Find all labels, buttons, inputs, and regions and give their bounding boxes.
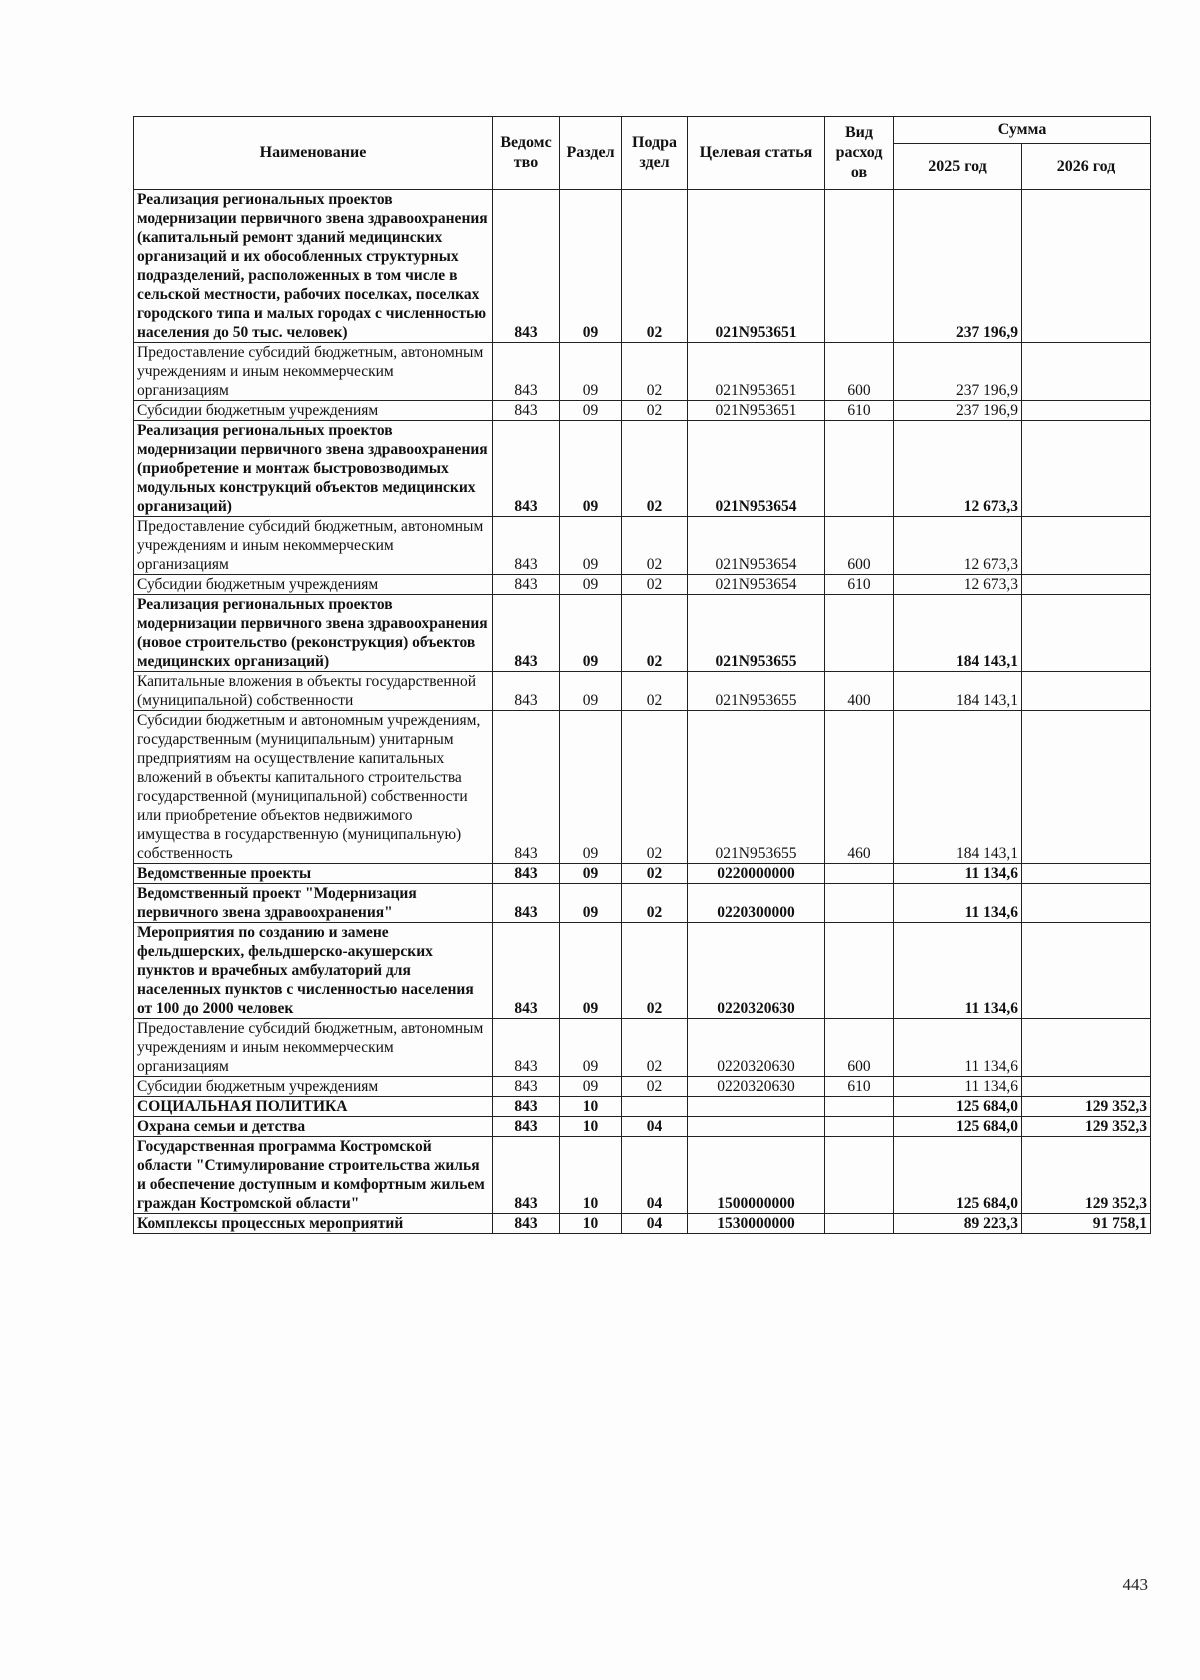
cell-target: 021N953654 <box>688 575 825 595</box>
cell-department: 843 <box>493 711 560 864</box>
cell-sum-2025: 11 134,6 <box>894 864 1022 884</box>
cell-expense-type: 610 <box>825 1077 894 1097</box>
cell-section: 09 <box>560 401 622 421</box>
cell-expense-type: 400 <box>825 672 894 711</box>
cell-expense-type: 610 <box>825 575 894 595</box>
cell-sum-2026 <box>1022 1077 1151 1097</box>
cell-department: 843 <box>493 401 560 421</box>
cell-subsection: 02 <box>622 1019 688 1077</box>
cell-section: 09 <box>560 595 622 672</box>
cell-sum-2026 <box>1022 864 1151 884</box>
cell-sum-2026 <box>1022 1019 1151 1077</box>
cell-section: 10 <box>560 1117 622 1137</box>
cell-department: 843 <box>493 190 560 343</box>
cell-sum-2026 <box>1022 595 1151 672</box>
cell-section: 10 <box>560 1137 622 1214</box>
cell-department: 843 <box>493 1214 560 1234</box>
cell-sum-2026 <box>1022 884 1151 923</box>
cell-sum-2026 <box>1022 923 1151 1019</box>
cell-name: Ведомственные проекты <box>134 864 493 884</box>
cell-name: Ведомственный проект "Модернизация первичного звена здравоохранения" <box>134 884 493 923</box>
cell-subsection: 02 <box>622 672 688 711</box>
cell-expense-type <box>825 864 894 884</box>
cell-expense-type <box>825 1117 894 1137</box>
header-department: Ведомс тво <box>493 117 560 190</box>
table-row <box>134 343 1151 401</box>
cell-sum-2026: 91 758,1 <box>1022 1214 1151 1234</box>
cell-sum-2026 <box>1022 401 1151 421</box>
cell-section: 09 <box>560 672 622 711</box>
cell-name: Реализация региональных проектов модернизации первичного звена здравоохранения (капитальный ремонт зданий медицинских организаций и их обособленных структурных подразделений, расположенных в том числе в сельской местности, рабочих поселках, поселках городского типа и малых городах с численностью населения до 50 тыс. человек) <box>134 190 493 343</box>
cell-department: 843 <box>493 1019 560 1077</box>
table-row <box>134 401 1151 421</box>
cell-sum-2025: 184 143,1 <box>894 711 1022 864</box>
cell-sum-2025: 237 196,9 <box>894 343 1022 401</box>
cell-sum-2025: 11 134,6 <box>894 1077 1022 1097</box>
table-row <box>134 1214 1151 1234</box>
cell-name: Субсидии бюджетным учреждениям <box>134 575 493 595</box>
cell-department: 843 <box>493 864 560 884</box>
cell-sum-2026: 129 352,3 <box>1022 1137 1151 1214</box>
cell-department: 843 <box>493 1097 560 1117</box>
cell-sum-2025: 184 143,1 <box>894 595 1022 672</box>
table-row <box>134 884 1151 923</box>
cell-section: 10 <box>560 1214 622 1234</box>
cell-department: 843 <box>493 672 560 711</box>
cell-name: Охрана семьи и детства <box>134 1117 493 1137</box>
cell-target: 021N953655 <box>688 595 825 672</box>
cell-department: 843 <box>493 343 560 401</box>
header-expense-type: Вид расход ов <box>825 117 894 190</box>
table-row <box>134 595 1151 672</box>
cell-target: 1500000000 <box>688 1137 825 1214</box>
cell-target: 021N953655 <box>688 672 825 711</box>
cell-subsection: 02 <box>622 401 688 421</box>
cell-sum-2026 <box>1022 672 1151 711</box>
cell-subsection: 02 <box>622 864 688 884</box>
cell-section: 09 <box>560 864 622 884</box>
cell-sum-2025: 237 196,9 <box>894 190 1022 343</box>
table-row <box>134 923 1151 1019</box>
cell-sum-2025: 125 684,0 <box>894 1117 1022 1137</box>
table-header <box>134 117 1151 190</box>
table-row <box>134 1077 1151 1097</box>
header-year-2026: 2026 год <box>1022 144 1151 190</box>
cell-sum-2025: 11 134,6 <box>894 923 1022 1019</box>
cell-sum-2026: 129 352,3 <box>1022 1117 1151 1137</box>
cell-section: 09 <box>560 421 622 517</box>
cell-subsection: 02 <box>622 343 688 401</box>
cell-target: 021N953654 <box>688 517 825 575</box>
table-row <box>134 1019 1151 1077</box>
cell-name: Государственная программа Костромской области "Стимулирование строительства жилья и обеспечение доступным и комфортным жильем граждан Костромской области" <box>134 1137 493 1214</box>
cell-department: 843 <box>493 575 560 595</box>
cell-department: 843 <box>493 517 560 575</box>
cell-name: Реализация региональных проектов модернизации первичного звена здравоохранения (приобретение и монтаж быстровозводимых модульных конструкций объектов медицинских организаций) <box>134 421 493 517</box>
cell-sum-2025: 184 143,1 <box>894 672 1022 711</box>
cell-subsection <box>622 1097 688 1117</box>
cell-sum-2026 <box>1022 711 1151 864</box>
page-number: 443 <box>1122 1575 1148 1594</box>
cell-subsection: 02 <box>622 923 688 1019</box>
table-row <box>134 575 1151 595</box>
cell-section: 09 <box>560 575 622 595</box>
table-row <box>134 1137 1151 1214</box>
cell-name: Капитальные вложения в объекты государственной (муниципальной) собственности <box>134 672 493 711</box>
cell-section: 09 <box>560 923 622 1019</box>
table-row <box>134 672 1151 711</box>
cell-target: 021N953654 <box>688 421 825 517</box>
cell-expense-type <box>825 190 894 343</box>
cell-expense-type: 610 <box>825 401 894 421</box>
cell-name: Предоставление субсидий бюджетным, автономным учреждениям и иным некоммерческим организациям <box>134 343 493 401</box>
cell-sum-2025: 11 134,6 <box>894 884 1022 923</box>
cell-name: Комплексы процессных мероприятий <box>134 1214 493 1234</box>
cell-target: 021N953655 <box>688 711 825 864</box>
cell-sum-2025: 12 673,3 <box>894 421 1022 517</box>
cell-name: Субсидии бюджетным учреждениям <box>134 1077 493 1097</box>
cell-department: 843 <box>493 884 560 923</box>
cell-department: 843 <box>493 1077 560 1097</box>
table-row <box>134 1117 1151 1137</box>
cell-subsection: 02 <box>622 190 688 343</box>
table-row <box>134 1097 1151 1117</box>
cell-subsection: 02 <box>622 595 688 672</box>
cell-subsection: 02 <box>622 575 688 595</box>
table-body <box>134 190 1151 1234</box>
cell-target: 021N953651 <box>688 401 825 421</box>
header-subsection: Подра здел <box>622 117 688 190</box>
cell-name: Реализация региональных проектов модернизации первичного звена здравоохранения (новое строительство (реконструкция) объектов медицинских организаций) <box>134 595 493 672</box>
cell-section: 09 <box>560 343 622 401</box>
cell-expense-type <box>825 595 894 672</box>
cell-target: 0220300000 <box>688 884 825 923</box>
cell-target: 0220000000 <box>688 864 825 884</box>
cell-sum-2026 <box>1022 421 1151 517</box>
cell-subsection: 02 <box>622 884 688 923</box>
header-name: Наименование <box>134 117 493 190</box>
cell-expense-type: 600 <box>825 517 894 575</box>
cell-target: 1530000000 <box>688 1214 825 1234</box>
table-row <box>134 864 1151 884</box>
cell-section: 09 <box>560 517 622 575</box>
cell-sum-2025: 11 134,6 <box>894 1019 1022 1077</box>
cell-section: 09 <box>560 1077 622 1097</box>
cell-expense-type <box>825 1097 894 1117</box>
cell-expense-type: 460 <box>825 711 894 864</box>
cell-sum-2025: 89 223,3 <box>894 1214 1022 1234</box>
cell-target <box>688 1097 825 1117</box>
cell-expense-type <box>825 923 894 1019</box>
header-target: Целевая статья <box>688 117 825 190</box>
table-row <box>134 190 1151 343</box>
cell-target: 0220320630 <box>688 1019 825 1077</box>
cell-department: 843 <box>493 421 560 517</box>
cell-sum-2026 <box>1022 575 1151 595</box>
cell-section: 09 <box>560 1019 622 1077</box>
header-section: Раздел <box>560 117 622 190</box>
cell-sum-2026: 129 352,3 <box>1022 1097 1151 1117</box>
cell-subsection: 04 <box>622 1214 688 1234</box>
cell-section: 09 <box>560 711 622 864</box>
cell-name: Предоставление субсидий бюджетным, автономным учреждениям и иным некоммерческим организациям <box>134 517 493 575</box>
cell-expense-type <box>825 1214 894 1234</box>
budget-table <box>133 116 1151 1234</box>
cell-section: 09 <box>560 884 622 923</box>
cell-department: 843 <box>493 1117 560 1137</box>
cell-expense-type: 600 <box>825 1019 894 1077</box>
header-year-2025: 2025 год <box>894 144 1022 190</box>
cell-target <box>688 1117 825 1137</box>
table-row <box>134 421 1151 517</box>
cell-sum-2025: 237 196,9 <box>894 401 1022 421</box>
cell-department: 843 <box>493 595 560 672</box>
cell-sum-2025: 12 673,3 <box>894 517 1022 575</box>
cell-target: 021N953651 <box>688 343 825 401</box>
cell-section: 09 <box>560 190 622 343</box>
cell-name: СОЦИАЛЬНАЯ ПОЛИТИКА <box>134 1097 493 1117</box>
cell-name: Предоставление субсидий бюджетным, автономным учреждениям и иным некоммерческим организациям <box>134 1019 493 1077</box>
cell-expense-type <box>825 1137 894 1214</box>
cell-expense-type: 600 <box>825 343 894 401</box>
table-row <box>134 711 1151 864</box>
cell-expense-type <box>825 421 894 517</box>
cell-subsection: 02 <box>622 421 688 517</box>
cell-department: 843 <box>493 1137 560 1214</box>
cell-name: Субсидии бюджетным учреждениям <box>134 401 493 421</box>
cell-subsection: 04 <box>622 1137 688 1214</box>
cell-expense-type <box>825 884 894 923</box>
cell-target: 0220320630 <box>688 923 825 1019</box>
table-row <box>134 517 1151 575</box>
cell-sum-2025: 125 684,0 <box>894 1137 1022 1214</box>
cell-subsection: 02 <box>622 1077 688 1097</box>
cell-sum-2025: 12 673,3 <box>894 575 1022 595</box>
cell-name: Субсидии бюджетным и автономным учреждениям, государственным (муниципальным) унитарным предприятиям на осуществление капитальных вложений в объекты капитального строительства государственной (муниципальной) собственности или приобретение объектов недвижимого имущества в государственную (муниципальную) собственность <box>134 711 493 864</box>
cell-sum-2026 <box>1022 517 1151 575</box>
cell-target: 0220320630 <box>688 1077 825 1097</box>
header-sum: Сумма <box>894 117 1151 144</box>
cell-department: 843 <box>493 923 560 1019</box>
cell-name: Мероприятия по созданию и замене фельдшерских, фельдшерско-акушерских пунктов и врачебных амбулаторий для населенных пунктов с численностью населения от 100 до 2000 человек <box>134 923 493 1019</box>
cell-sum-2026 <box>1022 343 1151 401</box>
cell-target: 021N953651 <box>688 190 825 343</box>
cell-sum-2026 <box>1022 190 1151 343</box>
cell-sum-2025: 125 684,0 <box>894 1097 1022 1117</box>
cell-section: 10 <box>560 1097 622 1117</box>
cell-subsection: 04 <box>622 1117 688 1137</box>
cell-subsection: 02 <box>622 711 688 864</box>
cell-subsection: 02 <box>622 517 688 575</box>
